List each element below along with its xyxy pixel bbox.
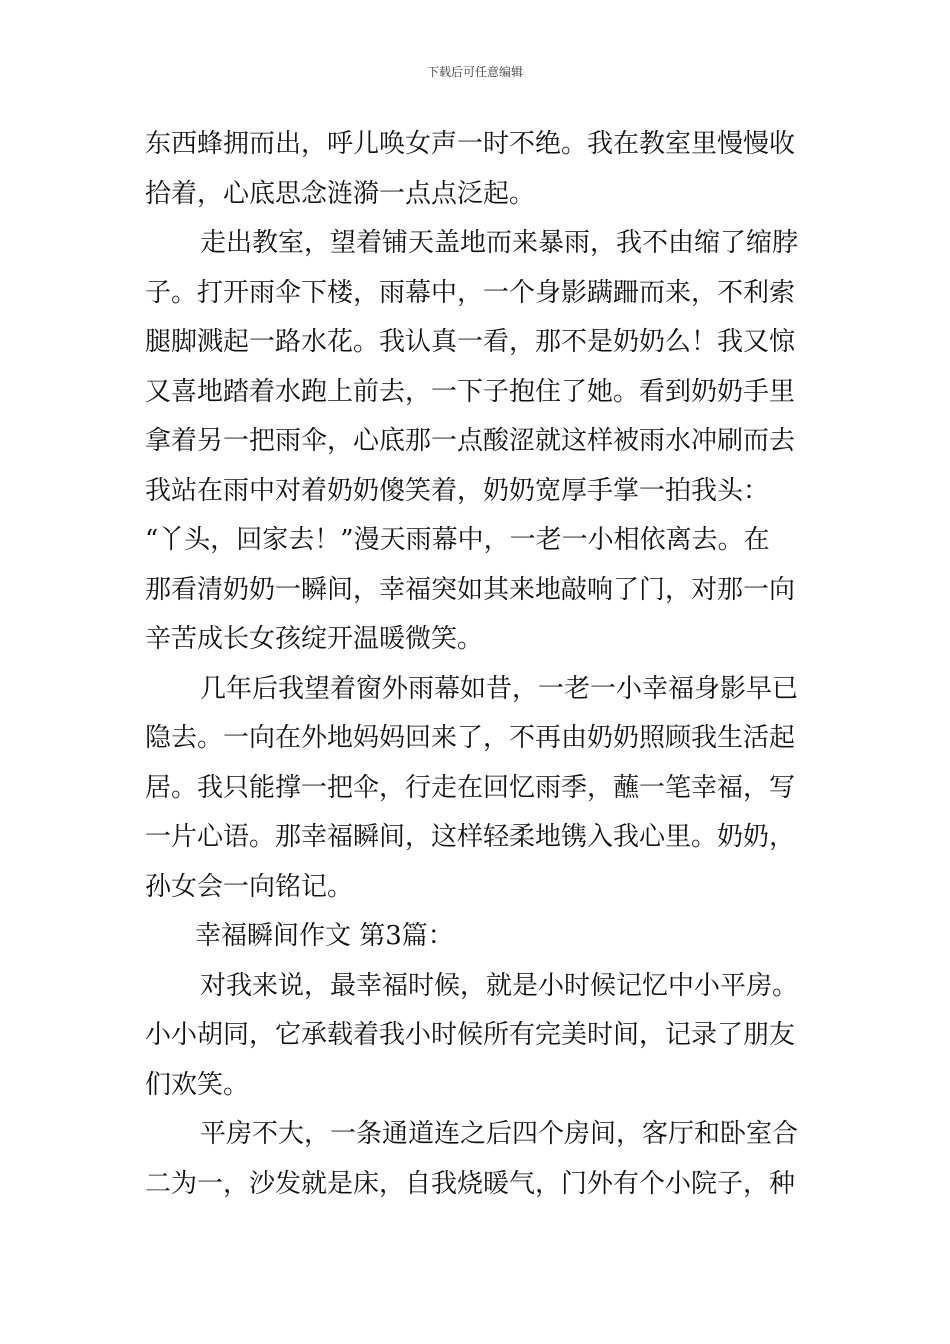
text-line: 孙女会一向铭记。 xyxy=(145,872,354,902)
text-line: 对我来说，最幸福时候，就是小时候记忆中小平房。 xyxy=(200,971,799,1001)
text-line: 二为一，沙发就是床，自我烧暖气，门外有个小院子，种 xyxy=(145,1169,796,1199)
section-title: 幸福瞬间作文 第3篇： xyxy=(195,921,454,951)
text-line: 拾着，心底思念涟漪一点点泛起。 xyxy=(145,179,536,209)
text-line: 又喜地踏着水跑上前去，一下子抱住了她。看到奶奶手里 xyxy=(145,377,796,407)
text-line: 腿脚溅起一路水花。我认真一看，那不是奶奶么！我又惊 xyxy=(145,327,796,357)
text-line: 平房不大，一条通道连之后四个房间，客厅和卧室合 xyxy=(200,1119,799,1149)
text-line: 小小胡同，它承载着我小时候所有完美时间，记录了朋友 xyxy=(145,1020,796,1050)
text-line: “丫头，回家去！”漫天雨幕中，一老一小相依离去。在 xyxy=(145,525,770,555)
text-line: 一片心语。那幸福瞬间，这样轻柔地镌入我心里。奶奶， xyxy=(145,822,796,852)
text-line: 子。打开雨伞下楼，雨幕中，一个身影蹒跚而来，不利索 xyxy=(145,278,796,308)
text-line: 我站在雨中对着奶奶傻笑着，奶奶宽厚手掌一拍我头： xyxy=(145,476,770,506)
text-line: 隐去。一向在外地妈妈回来了，不再由奶奶照顾我生活起 xyxy=(145,723,796,753)
text-line: 东西蜂拥而出，呼儿唤女声一时不绝。我在教室里慢慢收 xyxy=(145,129,796,159)
text-line: 辛苦成长女孩绽开温暖微笑。 xyxy=(145,624,484,654)
text-line: 居。我只能撑一把伞，行走在回忆雨季，蘸一笔幸福，写 xyxy=(145,773,796,803)
page-header: 下载后可任意编辑 xyxy=(426,65,523,79)
text-line: 那看清奶奶一瞬间，幸福突如其来地敲响了门，对那一向 xyxy=(145,575,796,605)
text-line: 们欢笑。 xyxy=(145,1070,250,1100)
text-line: 几年后我望着窗外雨幕如昔，一老一小幸福身影早已 xyxy=(200,674,799,704)
text-line: 拿着另一把雨伞，心底那一点酸涩就这样被雨水冲刷而去 xyxy=(145,426,796,456)
text-line: 走出教室，望着铺天盖地而来暴雨，我不由缩了缩脖 xyxy=(200,228,799,258)
